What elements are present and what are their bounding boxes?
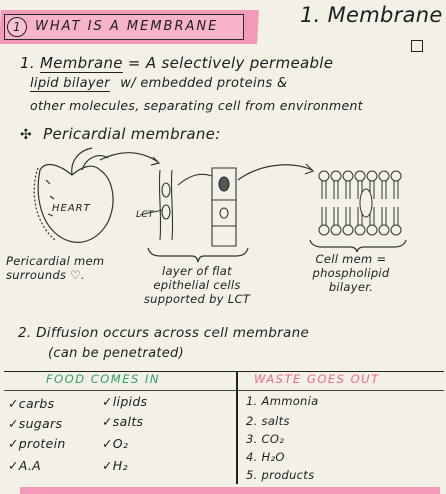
food-item: ✓H₂ bbox=[102, 458, 128, 473]
chapter-title: 1. Membrane bbox=[300, 3, 443, 27]
definition-line-1-rest: = A selectively permeable bbox=[127, 54, 334, 72]
caption-cell-membrane bbox=[296, 252, 406, 294]
definition-line-2-rest: w/ embedded proteins & bbox=[120, 76, 288, 91]
diffusion-line-2: (can be penetrated) bbox=[48, 346, 184, 361]
waste-item: 4. H₂O bbox=[246, 450, 285, 464]
arrow-2 bbox=[178, 174, 212, 185]
caption-epithelial-line: layer of flat bbox=[162, 264, 232, 278]
caption-pericardial-line: Pericardial mem bbox=[6, 254, 105, 268]
arrow-3 bbox=[238, 165, 312, 180]
food-item: ✓carbs bbox=[8, 396, 55, 411]
definition-term: Membrane bbox=[40, 54, 123, 72]
caption-pericardial bbox=[6, 254, 104, 282]
caption-epithelial-line: supported by LCT bbox=[143, 292, 251, 306]
heart-label: HEART bbox=[52, 203, 91, 214]
food-item: ✓A.A bbox=[8, 458, 41, 473]
definition-number: 1. bbox=[20, 54, 35, 72]
waste-goes-out-header: WASTE GOES OUT bbox=[254, 372, 380, 386]
food-item: ✓protein bbox=[8, 436, 66, 451]
lct-label: LCT bbox=[136, 210, 154, 220]
heart-drawing bbox=[34, 148, 113, 242]
food-item: ✓lipids bbox=[102, 394, 148, 409]
waste-item: 1. Ammonia bbox=[246, 394, 319, 408]
caption-cell-membrane-line: phospholipid bbox=[312, 266, 390, 280]
bracket-right bbox=[310, 240, 406, 252]
star-bullet-icon: ✣ bbox=[20, 127, 33, 143]
caption-epithelial-line: epithelial cells bbox=[153, 278, 241, 292]
waste-item: 3. CO₂ bbox=[246, 432, 285, 446]
caption-cell-membrane-line: Cell mem = bbox=[315, 252, 387, 266]
cell-block-drawing bbox=[212, 168, 236, 246]
waste-item: 5. products bbox=[246, 468, 315, 482]
food-item: ✓salts bbox=[102, 414, 144, 429]
food-comes-in-header: FOOD COMES IN bbox=[46, 372, 160, 386]
food-item: ✓O₂ bbox=[102, 436, 129, 451]
caption-epithelial bbox=[138, 264, 256, 306]
lipid-bilayer-term: lipid bilayer bbox=[30, 76, 110, 91]
food-item: ✓sugars bbox=[8, 416, 63, 431]
waste-item: 2. salts bbox=[246, 414, 290, 428]
table-column-divider bbox=[236, 371, 238, 484]
pericardial-heading-text: Pericardial membrane: bbox=[43, 125, 221, 143]
epithelial-layer-drawing bbox=[140, 170, 173, 240]
diffusion-line-1: 2. Diffusion occurs across cell membrane bbox=[18, 325, 310, 341]
bottom-pink-band bbox=[20, 487, 440, 494]
definition-line-3: other molecules, separating cell from environment bbox=[30, 98, 363, 113]
caption-cell-membrane-line: bilayer. bbox=[328, 280, 374, 294]
bracket-middle bbox=[148, 248, 248, 262]
table-header-rule bbox=[4, 390, 444, 391]
arrow-1 bbox=[100, 153, 158, 162]
phospholipid-bilayer-drawing bbox=[319, 171, 401, 235]
caption-pericardial-line: surrounds ♡. bbox=[6, 268, 85, 282]
banner-title: WHAT IS A MEMBRANE bbox=[35, 19, 219, 34]
food-waste-table bbox=[4, 371, 444, 484]
section-number: 1 bbox=[7, 17, 27, 37]
